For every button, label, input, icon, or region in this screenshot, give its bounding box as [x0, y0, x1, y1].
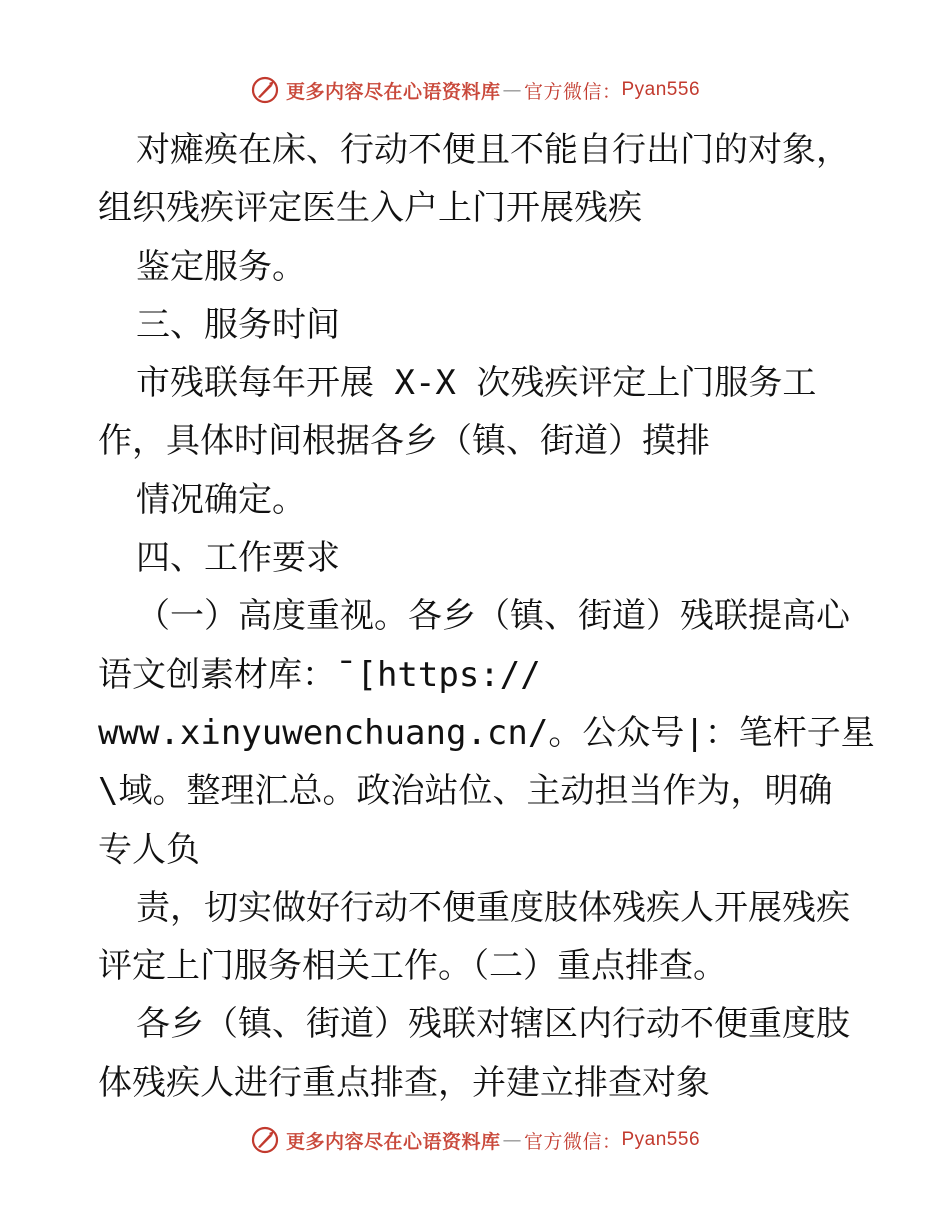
- footer-watermark: [0, 1122, 950, 1158]
- quill-circle-icon: [250, 1125, 280, 1155]
- watermark-brand: 更多内容尽在心语资料库: [285, 1130, 501, 1153]
- text-line: 情况确定。: [136, 479, 306, 520]
- watermark-separator: —: [502, 1129, 522, 1151]
- text-line: 组织残疾评定医生入户上门开展残疾: [98, 188, 642, 229]
- watermark-brand: 更多内容尽在心语资料库: [285, 80, 501, 103]
- watermark-account: Pyan556: [621, 79, 701, 100]
- watermark-channel: 官方微信：: [523, 1130, 622, 1153]
- text-line: 专人负: [98, 829, 200, 870]
- text-line: 评定上门服务相关工作。（二）重点排查。: [98, 946, 727, 987]
- watermark-channel: 官方微信：: [523, 80, 622, 103]
- text-line: 作，具体时间根据各乡（镇、街道）摸排: [98, 421, 710, 462]
- text-line: www.xinyuwenchuang.cn/。公众号|：笔杆子星: [98, 712, 875, 753]
- watermark-account: Pyan556: [621, 1129, 701, 1150]
- text-line: 语文创素材库：¯[https://: [98, 654, 541, 695]
- text-line: 市残联每年开展 X-X 次残疾评定上门服务工: [136, 363, 817, 404]
- text-line: （一）高度重视。各乡（镇、街道）残联提高心: [136, 596, 850, 637]
- header-watermark: [0, 72, 950, 108]
- watermark-separator: —: [502, 79, 522, 101]
- text-line: 鉴定服务。: [136, 246, 306, 287]
- section-heading: 三、服务时间: [136, 304, 340, 345]
- text-line: 各乡（镇、街道）残联对辖区内行动不便重度肢: [136, 1004, 850, 1045]
- quill-circle-icon: [250, 75, 280, 105]
- section-heading: 四、工作要求: [136, 538, 340, 579]
- text-line: \域。整理汇总。政治站位、主动担当作为，明确: [98, 771, 833, 812]
- document-body: [98, 121, 875, 1112]
- text-line: 责，切实做好行动不便重度肢体残疾人开展残疾: [136, 887, 850, 928]
- text-line: 对瘫痪在床、行动不便且不能自行出门的对象，: [136, 130, 850, 170]
- text-line: 体残疾人进行重点排查，并建立排查对象: [98, 1062, 710, 1103]
